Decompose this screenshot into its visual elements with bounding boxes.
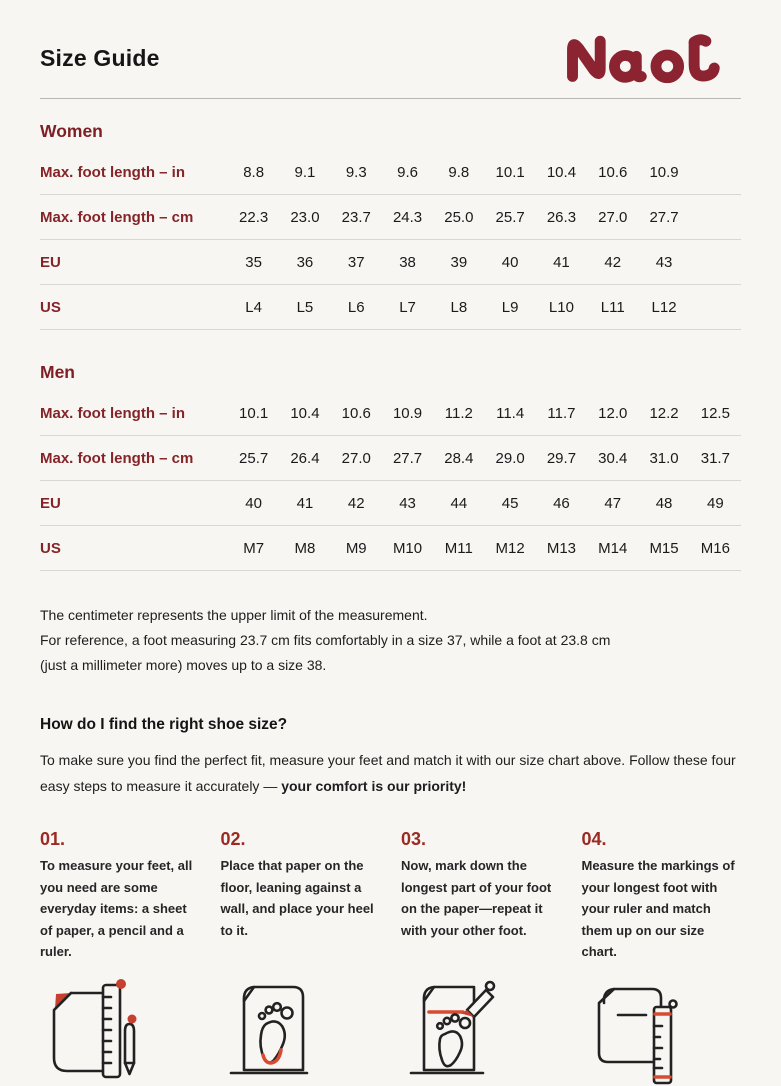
size-value-cell: 12.2	[649, 404, 679, 422]
size-value-cell: 25.7	[495, 208, 525, 226]
men-size-table	[40, 391, 741, 571]
howto-intro-text: To make sure you find the perfect fit, measure your feet and match it with our size chart above. Follow these four easy steps to measure it accurately —	[40, 752, 736, 794]
size-value-cell: M15	[649, 539, 679, 557]
size-value-cell: L7	[399, 298, 416, 316]
step-1	[40, 829, 200, 963]
size-value-cell: 9.3	[345, 163, 367, 181]
women-size-table	[40, 150, 741, 330]
size-value-cell: L9	[501, 298, 519, 316]
table-row	[40, 150, 741, 195]
size-value-cell: 11.4	[496, 404, 525, 422]
size-value-cell: 31.0	[649, 449, 679, 467]
row-label: US	[40, 539, 61, 557]
size-value-cell: 8.8	[243, 163, 265, 181]
size-value-cell: 35	[245, 253, 262, 271]
size-value-cell: 10.1	[239, 404, 269, 422]
size-value-cell: 25.0	[444, 208, 474, 226]
size-value-cell: 49	[706, 494, 724, 512]
size-value-cell: 40	[501, 253, 519, 271]
size-value-cell: M13	[546, 539, 577, 557]
women-section-heading: Women	[40, 121, 103, 141]
size-value-cell: 29.0	[495, 449, 525, 467]
size-value-cell: 23.0	[290, 208, 320, 226]
size-value-cell: M10	[392, 539, 423, 557]
size-value-cell: 36	[296, 253, 314, 271]
size-value-cell: 22.3	[239, 208, 269, 226]
size-value-cell: 29.7	[546, 449, 577, 467]
note-line: The centimeter represents the upper limit of the measurement.	[40, 607, 428, 623]
howto-intro-bold: your comfort is our priority!	[281, 778, 467, 794]
size-value-cell: 11.2	[444, 404, 473, 422]
size-value-cell: 37	[347, 253, 365, 271]
size-value-cell: 46	[553, 494, 570, 512]
step-number: 03.	[401, 829, 427, 849]
size-value-cell: 48	[655, 494, 673, 512]
size-value-cell: 42	[347, 494, 365, 512]
size-value-cell: 39	[450, 253, 468, 271]
size-value-cell: 9.1	[294, 163, 316, 181]
size-value-cell: 26.4	[290, 449, 320, 467]
note-line: For reference, a foot measuring 23.7 cm fits comfortably in a size 37, while a foot at 23.8 cm	[40, 632, 611, 648]
size-value-cell: 10.1	[495, 163, 525, 181]
row-label: Max. foot length – in	[40, 163, 185, 181]
step-text: Place that paper on the floor, leaning against a wall, and place your heel to it.	[220, 858, 374, 938]
size-value-cell: 10.4	[546, 163, 577, 181]
row-label: EU	[40, 253, 61, 271]
size-value-cell: M16	[700, 539, 730, 557]
size-value-cell: 27.7	[649, 208, 679, 226]
size-value-cell: L11	[600, 298, 625, 316]
step-number: 02.	[220, 829, 246, 849]
howto-intro	[40, 747, 741, 799]
size-value-cell: 30.4	[598, 449, 628, 467]
size-value-cell: 45	[501, 494, 519, 512]
page-title: Size Guide	[40, 44, 160, 71]
men-section-heading: Men	[40, 362, 75, 382]
row-label: US	[40, 298, 61, 316]
table-row	[40, 526, 741, 571]
row-label: Max. foot length – cm	[40, 208, 194, 226]
size-value-cell: 10.4	[290, 404, 320, 422]
size-value-cell: M12	[495, 539, 525, 557]
steps-row	[40, 829, 741, 963]
size-value-cell: 24.3	[392, 208, 423, 226]
size-value-cell: 10.6	[598, 163, 628, 181]
size-value-cell: L12	[651, 298, 677, 316]
step-text: Measure the markings of your longest foot with your ruler and match them up on our size chart.	[581, 858, 735, 959]
table-row	[40, 240, 741, 285]
page-header	[40, 34, 741, 82]
size-value-cell: 10.9	[649, 163, 679, 181]
step-icons-row	[40, 977, 741, 1086]
size-value-cell: M7	[243, 539, 265, 557]
size-value-cell: 41	[553, 253, 570, 271]
step-text: To measure your feet, all you need are some everyday items: a sheet of paper, a pencil and a ruler.	[40, 858, 193, 959]
size-value-cell: L5	[296, 298, 314, 316]
size-value-cell: 42	[604, 253, 622, 271]
size-value-cell: 43	[655, 253, 673, 271]
table-row	[40, 391, 741, 436]
step-4	[582, 829, 742, 963]
size-value-cell: 23.7	[341, 208, 371, 226]
size-value-cell: 9.8	[448, 163, 470, 181]
row-label: EU	[40, 494, 61, 512]
size-value-cell: 28.4	[444, 449, 474, 467]
step-3	[401, 829, 561, 963]
table-row	[40, 481, 741, 526]
step-2	[221, 829, 381, 963]
measurement-notes	[40, 603, 741, 678]
size-value-cell: M11	[444, 539, 473, 557]
step-number: 01.	[40, 829, 66, 849]
size-value-cell: 27.7	[392, 449, 423, 467]
size-value-cell: 10.9	[392, 404, 423, 422]
size-value-cell: 10.6	[341, 404, 371, 422]
size-value-cell: M8	[294, 539, 316, 557]
paper-ruler-markings-icon	[582, 977, 742, 1086]
step-text: Now, mark down the longest part of your foot on the paper—repeat it with your other foot.	[401, 858, 552, 938]
step-number: 04.	[581, 829, 607, 849]
howto-heading: How do I find the right shoe size?	[40, 716, 288, 733]
size-value-cell: M14	[598, 539, 628, 557]
naot-logo	[555, 32, 741, 84]
size-value-cell: 31.7	[700, 449, 730, 467]
row-label: Max. foot length – cm	[40, 449, 194, 467]
size-value-cell: 44	[450, 494, 468, 512]
table-row	[40, 436, 741, 481]
size-value-cell: 27.0	[598, 208, 628, 226]
size-value-cell: 40	[245, 494, 262, 512]
size-value-cell: 47	[604, 494, 622, 512]
size-value-cell: M9	[345, 539, 367, 557]
size-value-cell: 43	[399, 494, 416, 512]
size-value-cell: 26.3	[546, 208, 577, 226]
size-value-cell: 38	[399, 253, 416, 271]
row-label: Max. foot length – in	[40, 404, 185, 422]
size-value-cell: 12.5	[700, 404, 730, 422]
paper-heel-footprint-icon	[221, 977, 381, 1086]
paper-ruler-pencil-icon	[40, 977, 200, 1086]
paper-footprint-pencil-mark-icon	[401, 977, 561, 1086]
size-value-cell: 12.0	[598, 404, 628, 422]
size-value-cell: L8	[450, 298, 468, 316]
size-value-cell: L6	[347, 298, 365, 316]
size-value-cell: 41	[296, 494, 314, 512]
size-value-cell: L4	[245, 298, 262, 316]
header-divider	[40, 98, 741, 99]
size-value-cell: 9.6	[397, 163, 418, 181]
size-value-cell: 11.7	[547, 404, 576, 422]
size-value-cell: 27.0	[341, 449, 371, 467]
size-value-cell: 25.7	[239, 449, 269, 467]
table-row	[40, 195, 741, 240]
size-value-cell: L10	[548, 298, 574, 316]
table-row	[40, 285, 741, 330]
note-line: (just a millimeter more) moves up to a size 38.	[40, 657, 327, 673]
